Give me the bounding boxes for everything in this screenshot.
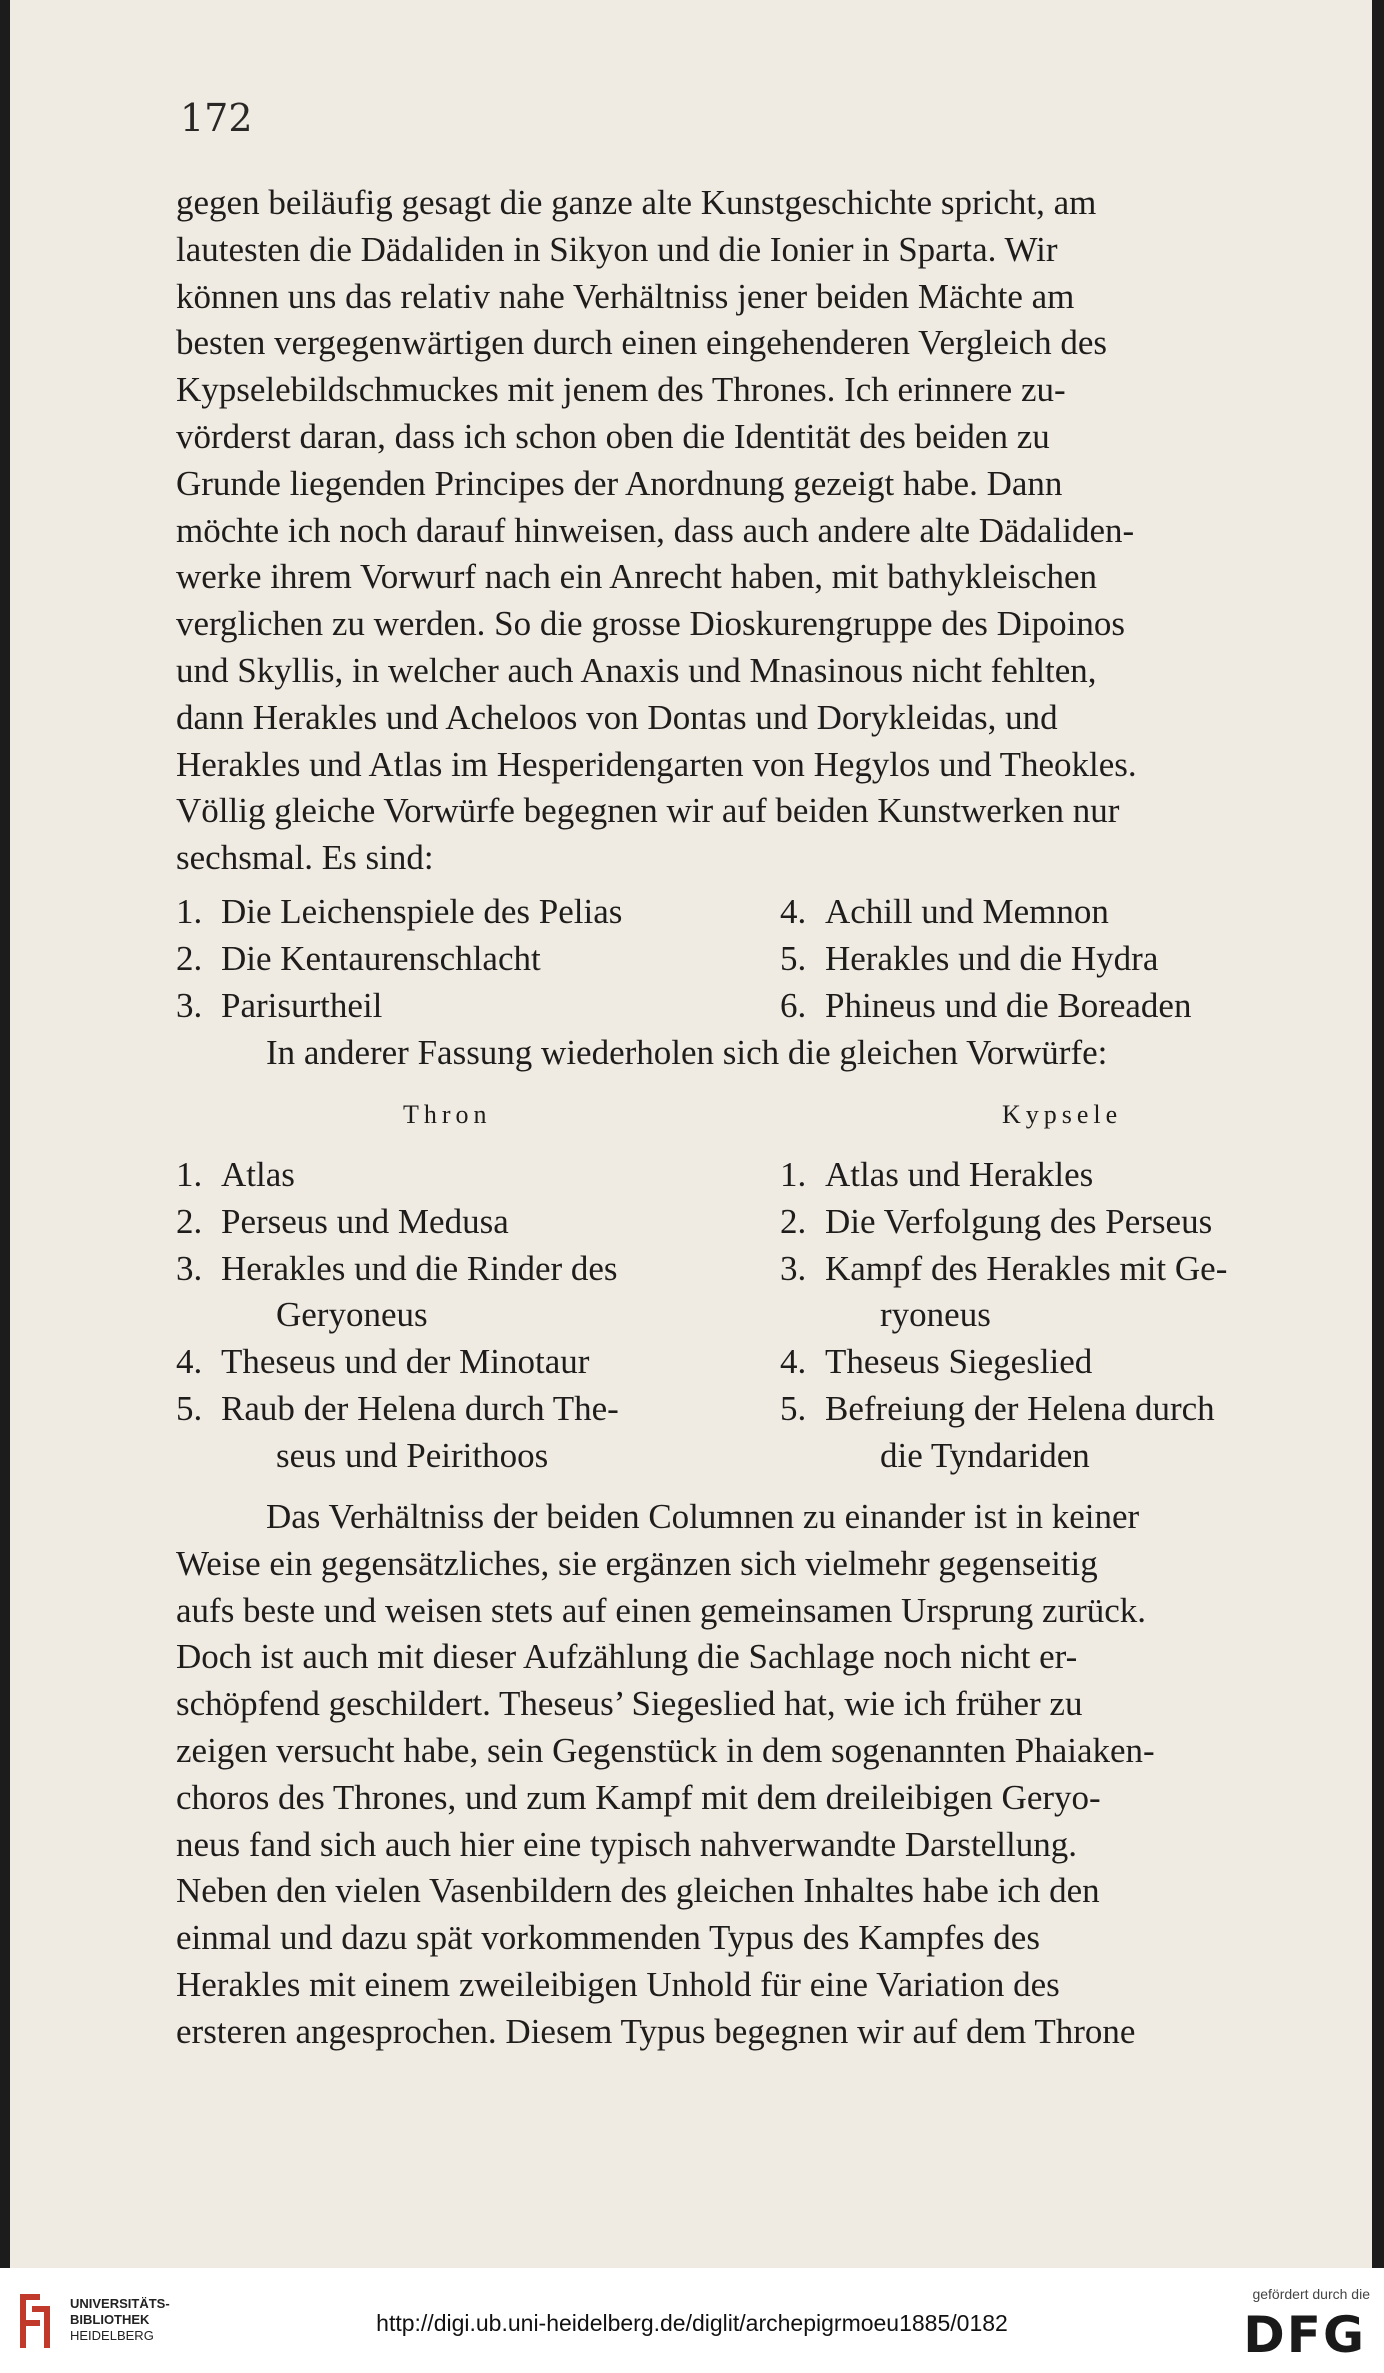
list-item [176,936,780,983]
text-line: aufs beste und weisen stets auf einen gemeinsamen Ursprung zurück. [176,1590,1146,1630]
list-item [780,1339,1336,1386]
item-number: 3. [176,1248,203,1288]
item-number: 1. [176,892,203,931]
page-number: 172 [180,96,253,140]
item-number: 3. [780,1248,807,1288]
item-text: Herakles und die Rinder des [221,1248,618,1288]
item-text: Kampf des Herakles mit Ge- [825,1248,1228,1288]
logo-line: HEIDELBERG [70,2328,154,2343]
list-item [176,1339,780,1386]
item-continuation: Geryoneus [276,1295,428,1335]
list-item [176,1386,780,1433]
kypsele-column [780,1152,1336,1480]
text-line: sechsmal. Es sind: [176,838,434,878]
item-text: Die Kentaurenschlacht [221,938,541,978]
list-item [780,1386,1336,1433]
item-text: Atlas und Herakles [825,1155,1094,1194]
item-number: 4. [780,1342,807,1382]
thron-column [176,1152,780,1480]
text-line: Weise ein gegensätzliches, sie ergänzen sich vielmehr gegenseitig [176,1543,1098,1583]
list-item [780,1152,1336,1199]
list-item [780,936,1336,983]
item-number: 5. [176,1388,203,1428]
heading-kypsele: Kypsele [1002,1100,1123,1129]
item-text: Theseus und der Minotaur [221,1342,590,1382]
list-item [176,1199,780,1246]
item-text: Phineus und die Boreaden [825,985,1192,1025]
list-item [176,983,780,1030]
item-text: Befreiung der Helena durch [825,1388,1215,1428]
text-line: Grunde liegenden Principes der Anordnung gezeigt habe. Dann [176,463,1063,503]
text-line: einmal und dazu spät vorkommenden Typus des Kampfes des [176,1918,1040,1958]
item-number: 4. [176,1342,203,1382]
item-continuation: seus und Peirithoos [276,1435,549,1475]
list-item [780,983,1336,1030]
item-continuation: ryoneus [880,1295,991,1335]
list-item [176,1246,780,1293]
text-line: verglichen zu werden. So die grosse Dioskurengruppe des Dipoinos [176,604,1126,644]
text-line: lautesten die Dädaliden in Sikyon und die Ionier in Sparta. Wir [176,229,1058,269]
item-number: 1. [780,1155,807,1194]
text-line: schöpfend geschildert. Theseus’ Siegeslied hat, wie ich früher zu [176,1684,1083,1724]
dfg-logo: DFG [1243,2306,1366,2364]
text-line: Völlig gleiche Vorwürfe begegnen wir auf beiden Kunstwerken nur [176,791,1120,831]
list-item [780,1199,1336,1246]
permalink-url[interactable]: http://digi.ub.uni-heidelberg.de/diglit/archepigrmoeu1885/0182 [376,2310,1008,2336]
item-number: 5. [780,938,807,978]
text-line: Herakles mit einem zweileibigen Unhold für eine Variation des [176,1964,1060,2004]
item-number: 1. [176,1155,203,1194]
item-number: 4. [780,892,807,931]
item-number: 5. [780,1388,807,1428]
text-line: möchte ich noch darauf hinweisen, dass auch andere alte Dädaliden- [176,510,1135,550]
viewer-footer [0,2268,1384,2373]
text-line: werke ihrem Vorwurf nach ein Anrecht haben, mit bathykleischen [176,557,1098,597]
text-line: dann Herakles und Acheloos von Dontas und Dorykleidas, und [176,697,1058,737]
item-text: Die Leichenspiele des Pelias [221,892,623,931]
list-item [176,889,780,936]
column-headings [176,1100,1336,1130]
text-line: zeigen versucht habe, sein Gegenstück in dem sogenannten Phaiaken- [176,1730,1155,1770]
heading-thron: Thron [403,1100,492,1129]
text-line: Neben den vielen Vasenbildern des gleichen Inhaltes habe ich den [176,1871,1100,1911]
text-line: ersteren angesprochen. Diesem Typus begegnen wir auf dem Throne [176,2011,1136,2051]
item-text: Achill und Memnon [825,892,1109,931]
item-number: 3. [176,985,203,1025]
text-line: Kypselebildschmuckes mit jenem des Thrones. Ich erinnere zu- [176,370,1066,410]
text-line: Herakles und Atlas im Hesperidengarten von Hegylos und Theokles. [176,744,1137,784]
list-item [780,889,1336,936]
paragraph-1 [176,180,1336,882]
text-line: Doch ist auch mit dieser Aufzählung die Sachlage noch nicht er- [176,1637,1078,1677]
paragraph-2 [176,1494,1336,2056]
logo-line: UNIVERSITÄTS- [70,2296,170,2311]
text-line: besten vergegenwärtigen durch einen eingehenderen Vergleich des [176,323,1108,363]
list-item [780,1246,1336,1293]
text-line: gegen beiläufig gesagt die ganze alte Kunstgeschichte spricht, am [176,183,1097,222]
intro-line: In anderer Fassung wiederholen sich die gleichen Vorwürfe: [266,1033,1108,1072]
item-number: 2. [780,1201,807,1241]
item-number: 6. [780,985,807,1025]
list-right-column [780,889,1336,1029]
item-continuation: die Tyndariden [880,1435,1090,1475]
item-text: Perseus und Medusa [221,1201,509,1241]
logo-line: BIBLIOTHEK [70,2312,150,2327]
common-subjects-list [176,889,1336,1029]
scanned-page [10,0,1372,2268]
item-text: Die Verfolgung des Perseus [825,1201,1213,1241]
comparison-list [176,1152,1336,1480]
text-line: neus fand sich auch hier eine typisch nahverwandte Darstellung. [176,1824,1077,1864]
text-line: Das Verhältniss der beiden Columnen zu einander ist in keiner [266,1497,1140,1536]
item-number: 2. [176,1201,203,1241]
funded-by-label: gefördert durch die [1252,2286,1370,2302]
list-item [176,1152,780,1199]
text-line: choros des Thrones, und zum Kampf mit dem dreileibigen Geryo- [176,1777,1101,1817]
item-text: Herakles und die Hydra [825,938,1159,978]
list-left-column [176,889,780,1029]
item-text: Atlas [221,1155,295,1194]
text-line: und Skyllis, in welcher auch Anaxis und Mnasinous nicht fehlten, [176,650,1097,690]
item-text: Raub der Helena durch The- [221,1388,619,1428]
item-number: 2. [176,938,203,978]
text-line: können uns das relativ nahe Verhältniss jener beiden Mächte am [176,276,1075,316]
item-text: Theseus Siegeslied [825,1342,1093,1382]
text-line: vörderst daran, dass ich schon oben die Identität des beiden zu [176,416,1050,456]
item-text: Parisurtheil [221,985,383,1025]
